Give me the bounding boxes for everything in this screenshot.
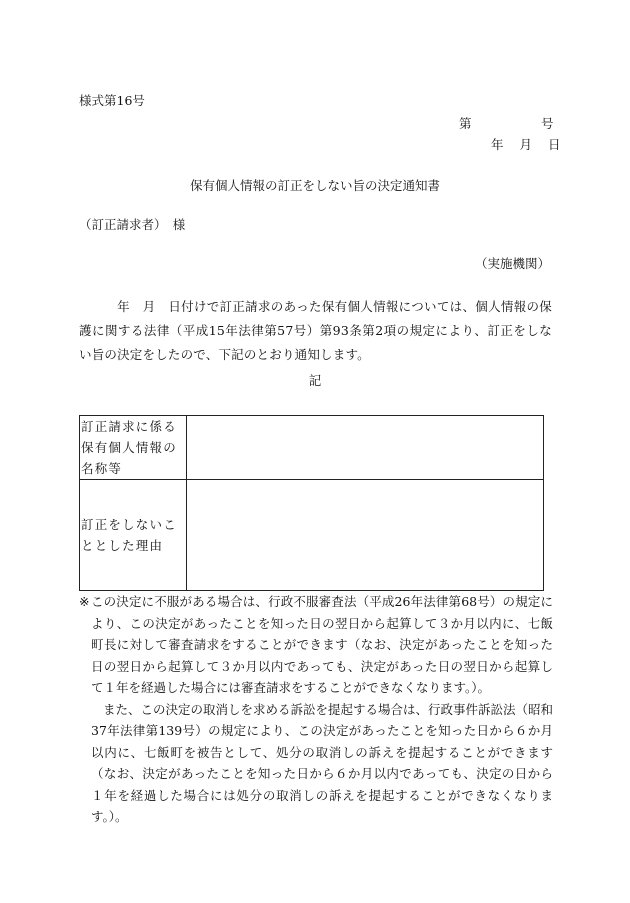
body-paragraph [79, 295, 552, 367]
date-line [491, 139, 561, 152]
row2-value [187, 480, 544, 591]
table-row [80, 416, 544, 480]
document-number-prefix: 第 [459, 116, 472, 131]
agency-line: （実施機関） [474, 256, 550, 271]
document-title: 保有個人情報の訂正をしない旨の決定通知書 [189, 178, 440, 193]
row1-value [187, 416, 544, 480]
row1-label: 訂正請求に係る保有個人情報の名称等 [80, 416, 187, 480]
table-row [80, 480, 544, 591]
row2-label: 訂正をしないこととした理由 [80, 480, 187, 591]
note-mark: ※ [79, 594, 90, 609]
date-day: 日 [548, 137, 561, 152]
ki-heading: 記 [308, 373, 322, 388]
note-paragraph-1: この決定に不服がある場合は、行政不服審査法（平成26年法律第68号）の規定により、この決定があったことを知った日の翌日から起算して３か月以内に、七飯町長に対して審査請求をすることができます（なお、決定があったことを知った日の翌日から起算して３か月以内であっても、決定があった日の翌日から起算して１年を経過した場合には審査請求をすることができなくなります。）。 [91, 594, 553, 695]
requester-line: （訂正請求者） 様 [79, 217, 186, 232]
form-number: 様式第16号 [79, 93, 145, 108]
note-section [79, 591, 553, 828]
info-table [79, 415, 544, 591]
note-paragraph-2: また、この決定の取消しを求める訴訟を提起する場合は、行政事件訴訟法（昭和37年法律第139号）の規定により、この決定があったことを知った日から６か月以内に、七飯町を被告として、処分の取消しの訴えを提起することができます（なお、決定があったことを知った日から６か月以内であっても、決定の日から１年を経過した場合には処分の取消しの訴えを提起することができなくなります。）。 [91, 701, 554, 824]
body-text: 年 月 日付けで訂正請求のあった保有個人情報については、個人情報の保護に関する法律（平成15年法律第57号）第93条第2項の規定により、訂正をしない旨の決定をしたので、下記のとおり通知します。 [79, 299, 552, 362]
date-year: 年 [491, 137, 504, 152]
date-month: 月 [519, 137, 533, 152]
document-number-suffix: 号 [541, 116, 554, 131]
